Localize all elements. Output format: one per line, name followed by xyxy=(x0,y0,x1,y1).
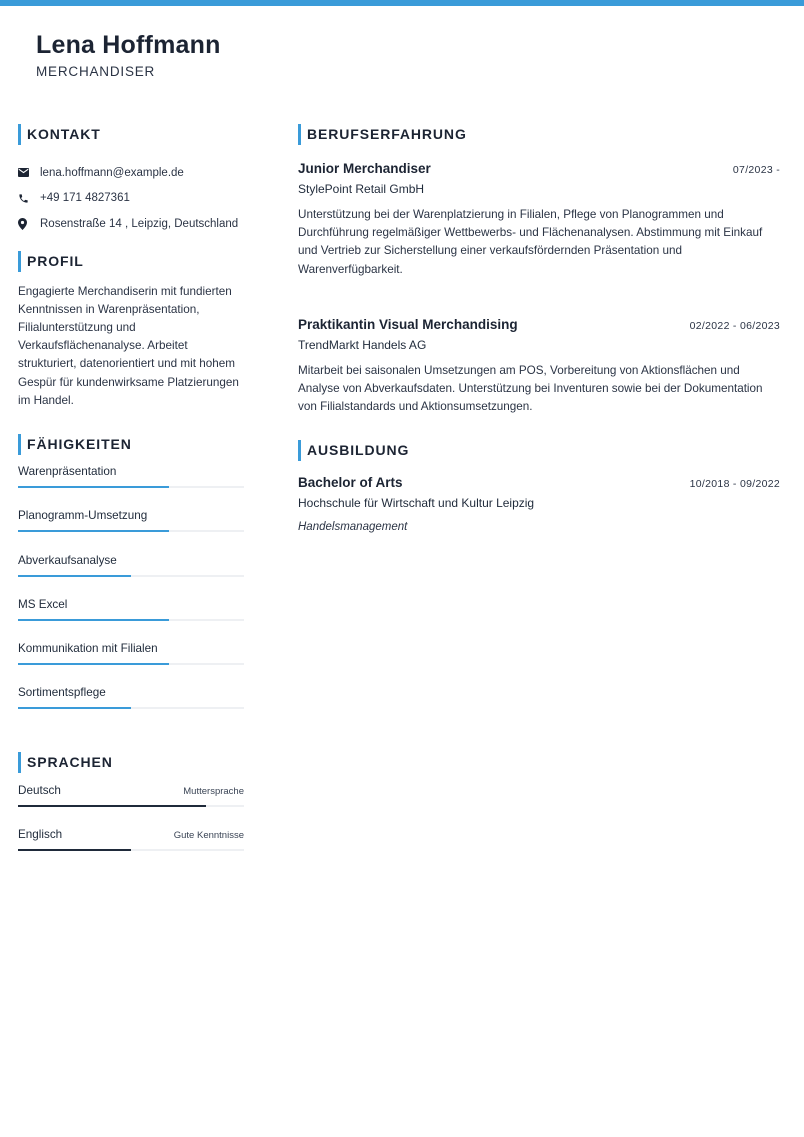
skill-name: Sortimentspflege xyxy=(18,686,106,700)
language-bar-track xyxy=(18,805,244,807)
education-school: Hochschule für Wirtschaft und Kultur Leipzig xyxy=(298,496,535,511)
skill-item xyxy=(18,681,244,725)
contact-email xyxy=(18,160,244,186)
skill-bar-track xyxy=(18,707,244,709)
skill-item xyxy=(18,460,244,504)
experience-entry xyxy=(298,161,780,279)
section-title-experience: BERUFSERFAHRUNG xyxy=(298,124,780,145)
skill-bar-track xyxy=(18,619,244,621)
left-column xyxy=(18,124,244,867)
mail-icon xyxy=(18,166,40,180)
skill-bar-fill xyxy=(18,530,169,532)
right-column xyxy=(298,124,780,533)
language-bar-track xyxy=(18,849,244,851)
experience-date: 02/2022 - 06/2023 xyxy=(689,319,780,332)
skill-bar-track xyxy=(18,530,244,532)
language-bar-fill xyxy=(18,849,131,851)
skill-bar-fill xyxy=(18,663,169,665)
section-title-skills: FÄHIGKEITEN xyxy=(18,434,244,455)
contact-address xyxy=(18,211,244,237)
language-item xyxy=(18,823,244,867)
contact-phone-text[interactable]: +49 171 4827361 xyxy=(40,192,130,205)
experience-description: Mitarbeit bei saisonalen Umsetzungen am POS, Vorbereitung von Aktionsflächen und Analyse von Abverkaufsdaten. Unterstützung bei Inventuren sowie bei der Dokumentation von Filialstandards und Aktionsumsetzungen. xyxy=(298,363,763,414)
skill-bar-track xyxy=(18,663,244,665)
experience-company: StylePoint Retail GmbH xyxy=(298,182,425,196)
experience-date: 07/2023 - xyxy=(732,164,780,176)
skill-name: Planogramm-Umsetzung xyxy=(18,509,148,523)
skill-bar-fill xyxy=(18,707,131,709)
contact-address-text: Rosenstraße 14 , Leipzig, Deutschland xyxy=(40,217,239,230)
language-bar-fill xyxy=(18,805,206,807)
education-date: 10/2018 - 09/2022 xyxy=(689,478,780,491)
experience-entry xyxy=(298,317,780,417)
skills-list xyxy=(18,460,244,726)
language-name: Deutsch xyxy=(18,783,61,797)
skill-name: Warenpräsentation xyxy=(18,464,117,478)
skill-name: Abverkaufsanalyse xyxy=(18,553,117,567)
contact-phone xyxy=(18,186,244,212)
section-title-profile: PROFIL xyxy=(18,251,244,272)
skill-item xyxy=(18,504,244,548)
skill-bar-track xyxy=(18,486,244,488)
job-title: MERCHANDISER xyxy=(36,64,156,79)
education-field: Handelsmanagement xyxy=(298,521,408,534)
languages-list xyxy=(18,779,244,868)
experience-company: TrendMarkt Handels AG xyxy=(298,337,427,352)
contact-email-text[interactable]: lena.hoffmann@example.de xyxy=(40,166,184,179)
section-title-languages: SPRACHEN xyxy=(18,752,244,773)
skill-bar-fill xyxy=(18,619,169,621)
skill-item xyxy=(18,637,244,681)
location-pin-icon xyxy=(18,217,40,231)
phone-icon xyxy=(18,191,40,205)
top-accent-bar xyxy=(0,0,804,6)
experience-title: Praktikantin Visual Merchandising xyxy=(298,316,518,332)
skill-bar-fill xyxy=(18,575,131,577)
language-item xyxy=(18,779,244,823)
skill-bar-fill xyxy=(18,486,169,488)
skill-name: MS Excel xyxy=(18,597,68,611)
skill-item xyxy=(18,549,244,593)
profile-text: Engagierte Merchandiserin mit fundierten Kenntnissen in Warenpräsentation, Filialunterstützung und Verkaufsflächenanalyse. Arbeitet strukturiert, datenorientiert und mit hohem Gespür für kundenwirksame Platzierungen im Handel. xyxy=(18,284,239,407)
language-level: Muttersprache xyxy=(183,785,244,797)
skill-item xyxy=(18,593,244,637)
education-degree: Bachelor of Arts xyxy=(298,475,403,491)
section-title-contact: KONTAKT xyxy=(18,124,244,145)
resume-header xyxy=(36,30,221,79)
language-name: Englisch xyxy=(18,828,63,841)
experience-description: Unterstützung bei der Warenplatzierung in Filialen, Pflege von Planogrammen und Durchführung regelmäßiger Wettbewerbs- und Flächenanalysen. Abstimmung mit Einkauf und Vertrieb zur Sicherstellung einer verkaufsfördernden Präsentation und Warenverfügbarkeit. xyxy=(298,208,763,276)
person-name: Lena Hoffmann xyxy=(36,31,221,59)
skill-name: Kommunikation mit Filialen xyxy=(18,642,158,656)
section-title-education: AUSBILDUNG xyxy=(298,440,780,461)
skill-bar-track xyxy=(18,575,244,577)
experience-title: Junior Merchandiser xyxy=(298,161,431,176)
language-level: Gute Kenntnisse xyxy=(173,830,244,841)
contact-list xyxy=(18,160,244,237)
education-entry xyxy=(298,475,780,533)
